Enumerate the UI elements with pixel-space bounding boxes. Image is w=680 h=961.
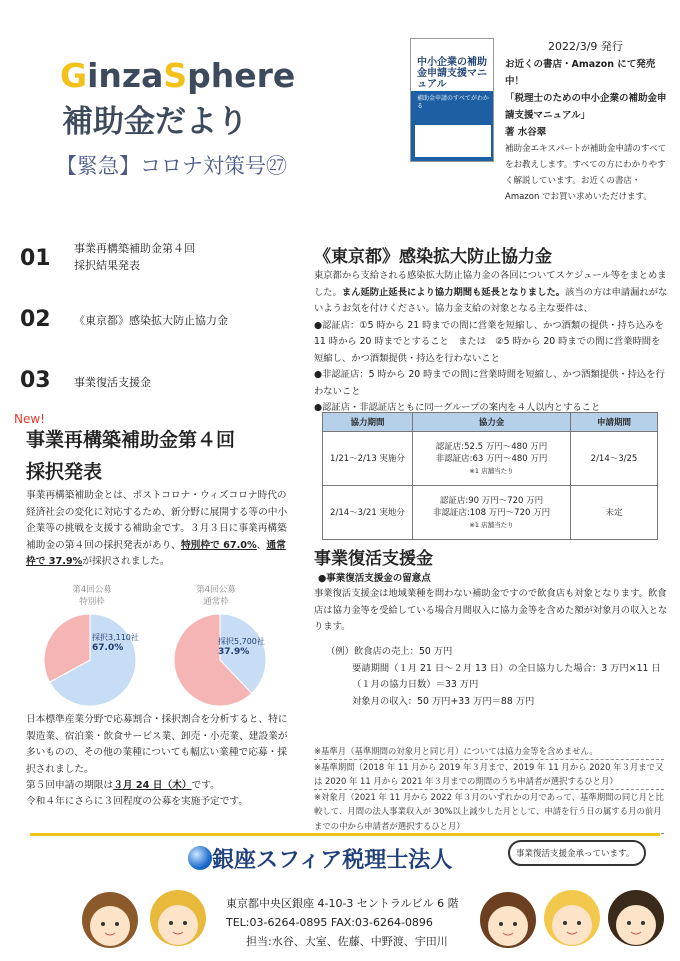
firm-staff: 担当:水谷、大室、佐藤、中野渡、宇田川	[246, 935, 448, 948]
subsidy-intro-text: 事業再構築補助金とは、ポストコロナ・ウィズコロナ時代の経済社会の変化に対応するため、新分野に展開する等の中小企業等の挑戦を支援する補助金です。３月３日に事業再構築補助金の第４回の採択発表があり、	[26, 490, 288, 551]
example-calc	[326, 644, 666, 710]
book-cover-image	[410, 38, 494, 162]
recovery-subheading: ●事業復活支援金の留意点	[318, 573, 431, 584]
firm-contact	[226, 894, 459, 951]
table-cell-period: 2/14～3/21 実地分	[323, 486, 413, 540]
pie1-label-pct: 67.0%	[92, 643, 124, 653]
table-header-application: 申請期間	[571, 413, 658, 432]
notes-box	[314, 744, 664, 834]
fee-certified: 認証店:52.5 万円～480 万円	[435, 441, 548, 452]
requirement-certified: ●認証店：①5 時から 21 時までの間に営業を短縮し、かつ酒類の提供・持ち込みを 11 時から 20 時までとすること または ②5 時から 20 時までの間に営業時間を短縮し、かつ酒類提供・持込を行わないこと	[314, 319, 664, 364]
note-target-month: ※対象月（2021 年 11 月から 2022 年３月のいずれかの月であって、基準期間の同じ月と比較して、月間の法人事業収入が 30%以上減少した月として、申請を行う日の属する月の前月までの中から申請者が選択するひと月）	[314, 790, 664, 835]
subsidy-intro	[26, 488, 288, 571]
speech-bubble: 事業復活支援金承っています。	[508, 840, 646, 866]
pie2-title	[176, 584, 256, 608]
toc-number-03: 03	[20, 368, 51, 393]
table-cell-period: 1/21～2/13 実施分	[323, 432, 413, 486]
tokyo-intro-end: 該当の方は申請漏れがないようお気を付けください。協力金支給の対象となる主な要件は、	[314, 286, 668, 314]
pie1-label	[92, 632, 139, 654]
firm-logo-icon	[188, 846, 212, 870]
brand-logo	[60, 56, 295, 95]
staff-illustration-left	[78, 878, 218, 958]
section-title-tokyo: 《東京都》感染拡大防止協力金	[314, 247, 552, 267]
promo-headline: お近くの書店・Amazon にて発売中！	[505, 59, 656, 87]
toc-item-01	[74, 240, 195, 274]
pie1-title-line1: 第4回公募	[72, 585, 112, 595]
toc-number-01: 01	[20, 246, 51, 271]
table-cell-fee	[413, 486, 571, 540]
pie1-label-count: 採択3,110社	[92, 633, 139, 642]
pie1-title	[52, 584, 132, 608]
subsidy-intro-sep: 、	[256, 539, 267, 551]
pie2-title-line2: 通常枠	[203, 597, 229, 607]
tokyo-intro	[314, 268, 668, 417]
book-cover-title: 中小企業の補助金申請支援マニュアル	[417, 57, 487, 90]
footer-divider	[30, 833, 660, 836]
section-title-recovery: 事業復活支援金	[314, 549, 433, 569]
logo-ginza-rest: inza	[87, 56, 164, 95]
pie-chart-normal	[170, 610, 270, 710]
industry-analysis: 日本標準産業分野で応募割合・採択割合を分析すると、特に製造業、宿泊業・飲食サービス業、卸売・小売業、建設業が多いものの、その他の業種についても幅広い業種で応募・採択されました。	[26, 714, 288, 775]
tokyo-extension-note: まん延防止延長により協力期間も延長となりました。	[341, 286, 566, 298]
note-base-period: ※基準期間（2018 年 11 月から 2019 年３月まで、2019 年 11 月から 2020 年３月まで又は 2020 年 11 月から 2021 年３月までの期間のうち申請者が選択するひと月）	[314, 760, 664, 790]
new-badge: New!	[14, 412, 45, 426]
table-header-fee: 協力金	[413, 413, 571, 432]
logo-letter-s: S	[163, 56, 188, 95]
issue-label: 【緊急】コロナ対策号㉗	[56, 154, 287, 178]
promo-body: 補助金エキスパートが補助金申請のすべてをお教えします。すべての方にわかりやすく解説しています。お近くの書店・Amazon でお買い求めいただけます。	[505, 144, 667, 202]
pie-chart-special	[40, 610, 140, 710]
example-income: 対象月の収入：50 万円+33 万円＝88 万円	[352, 695, 535, 707]
book-cover-band: 補助金申請のすべてがわかる	[417, 95, 489, 110]
deadline-prefix: 第５回申請の期限は	[26, 780, 114, 791]
promo-book-title: 「税理士のための中小企業の補助金申請支援マニュアル」	[505, 93, 667, 121]
pie1-title-line2: 特別枠	[79, 597, 105, 607]
table-row	[323, 432, 658, 486]
deadline-suffix: です。	[191, 780, 220, 791]
newsletter-title: 補助金だより	[62, 104, 248, 140]
issue-date: 2022/3/9 発行	[548, 40, 623, 53]
table-cell-application: 2/14～3/25	[571, 432, 658, 486]
tokyo-intro-text: 東京都から支給される感染拡大防止協力金の各回についてスケジュール等をまとめました。	[314, 270, 667, 298]
toc-item-03: 事業復活支援金	[74, 376, 151, 389]
toc-item-01-line1: 事業再構築補助金第４回	[74, 242, 195, 255]
deadline-text	[26, 778, 288, 795]
cooperation-fee-table	[322, 412, 658, 540]
pie2-label-pct: 37.9%	[218, 647, 250, 657]
table-row	[323, 486, 658, 540]
firm-name: 銀座スフィア税理士法人	[212, 848, 453, 873]
staff-illustration-right	[476, 876, 670, 960]
subsidy-intro-end: が採択されました。	[82, 556, 170, 567]
firm-address: 東京都中央区銀座 4-10-3 セントラルビル 6 階	[226, 897, 459, 910]
pie2-label	[218, 636, 265, 658]
table-cell-fee	[413, 432, 571, 486]
promo-author: 著 水谷翠	[505, 127, 547, 138]
toc-item-02: 《東京都》感染拡大防止協力金	[74, 314, 228, 327]
deadline-date: ３月 24 日（木）	[113, 780, 192, 791]
book-promo	[505, 56, 667, 205]
future-rounds: 令和４年にさらに３回程度の公募を実施予定です。	[26, 796, 249, 807]
logo-sphere-rest: phere	[187, 56, 296, 95]
toc-item-01-line2: 採択結果発表	[74, 259, 140, 272]
section-title-line2: 採択発表	[26, 461, 103, 483]
table-header-row	[323, 413, 658, 432]
fee-note: ※1 店舗当たり	[469, 466, 514, 475]
section-title-subsidy	[26, 424, 235, 488]
section-title-line1: 事業再構築補助金第４回	[26, 429, 236, 451]
recovery-body: 事業復活支援金は地域業種を問わない補助金ですので飲食店も対象となります。飲食店は協力金等を受給している場合月間収入に協力金等を含めた額が対象月の収入となります。	[314, 588, 668, 632]
fee-certified: 認証店:90 万円～720 万円	[439, 495, 544, 506]
special-rate: 特別枠で 67.0%	[181, 539, 257, 551]
table-header-period: 協力期間	[323, 413, 413, 432]
normal-rate: 通常枠で 37.9%	[26, 539, 286, 567]
pie2-title-line1: 第4回公募	[196, 585, 236, 595]
example-sales: （例）飲食店の売上：50 万円	[326, 646, 453, 657]
table-cell-application: 未定	[571, 486, 658, 540]
toc-number-02: 02	[20, 307, 51, 332]
requirement-noncertified: ●非認証店：5 時から 20 時までの間に営業時間を短縮し、かつ酒類提供・持込を行わないこと	[314, 369, 665, 397]
fee-note: ※1 店舗当たり	[469, 520, 514, 529]
note-base-month: ※基準月（基準期間の対象月と同じ月）については協力金等を含めません。	[314, 744, 664, 760]
logo-letter-g: G	[60, 56, 88, 95]
fee-noncertified: 非認証店:108 万円～720 万円	[432, 507, 551, 518]
example-fee: 要請期間（１月 21 日～２月 13 日）の全日協力した場合：3 万円×11 日（１月の協力日数）＝33 万円	[352, 662, 661, 690]
fee-noncertified: 非認証店:63 万円～480 万円	[435, 453, 548, 464]
firm-phone: TEL:03-6264-0895 FAX:03-6264-0896	[226, 916, 433, 929]
pie2-label-count: 採択5,700社	[218, 637, 265, 646]
requirement-group: ●認証店・非認証店ともに同一グループの案内を４人以内とすること	[314, 402, 601, 413]
